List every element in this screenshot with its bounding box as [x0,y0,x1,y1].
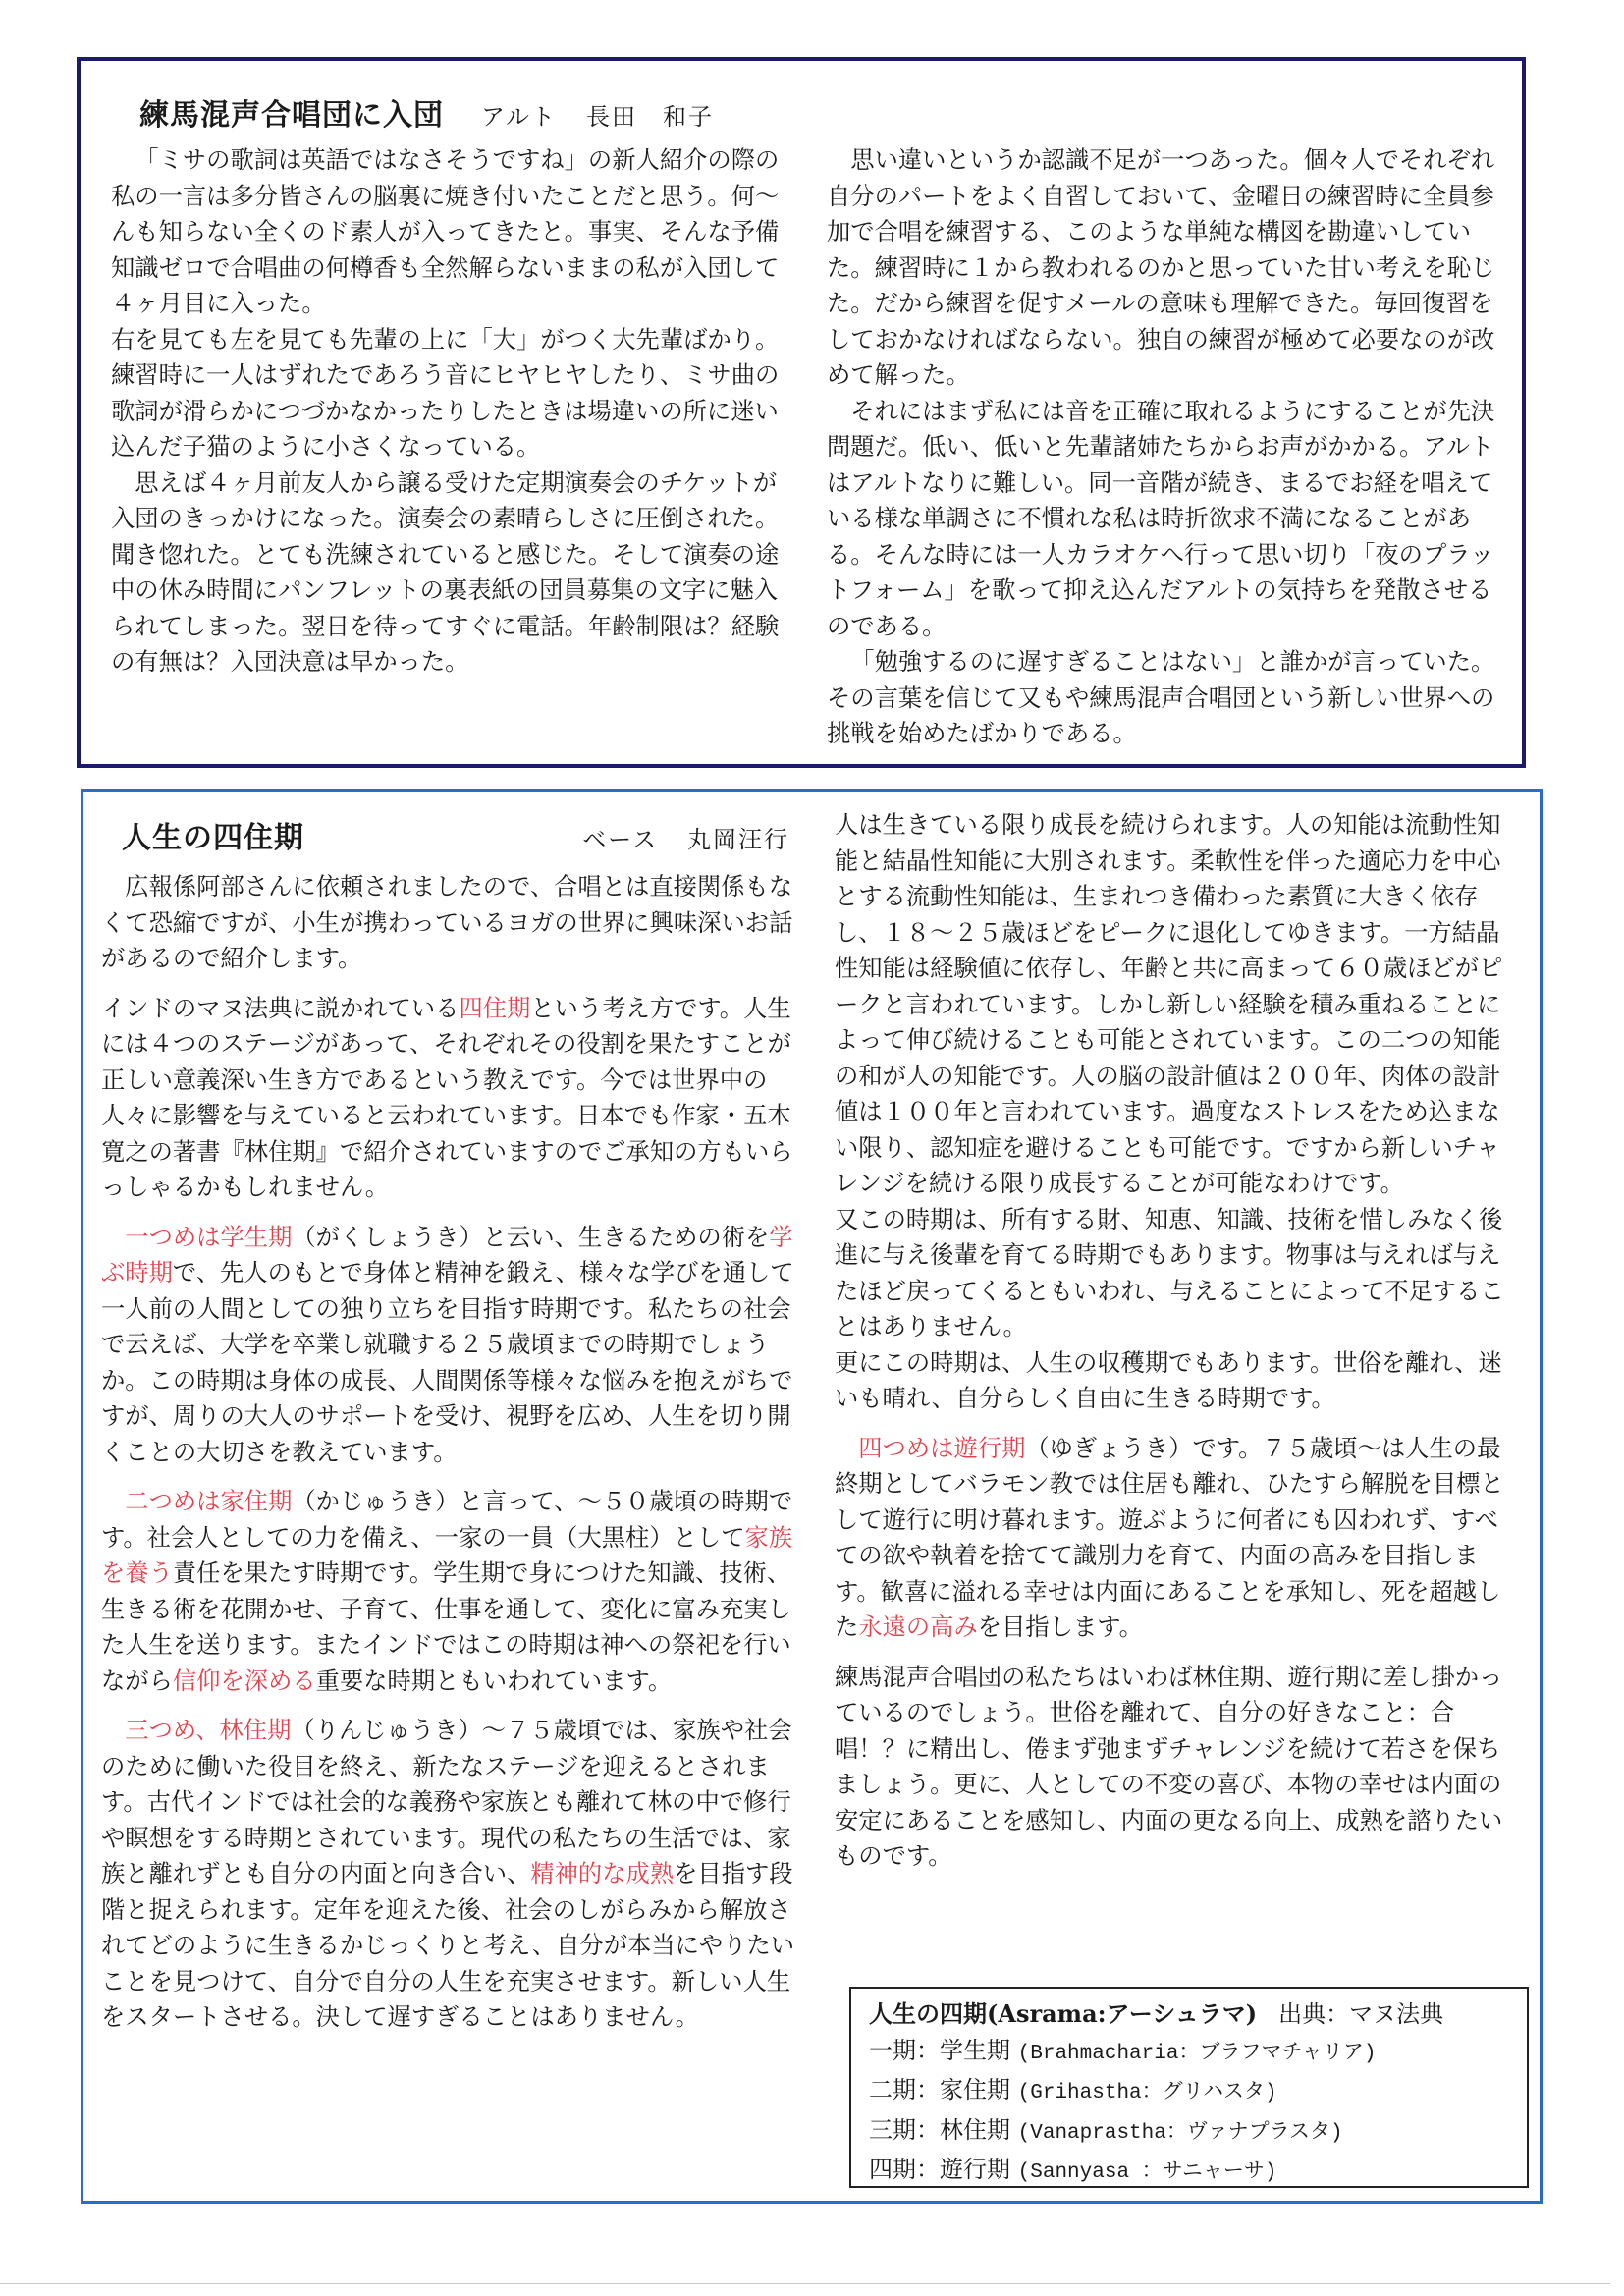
reference-title: 人生の四期(Asrama:アーシュラマ) [869,1999,1258,2028]
paragraph: 右を見ても左を見ても先輩の上に「大」がつく大先輩ばかり。練習時に一人はずれたであろう音にヒヤヒヤしたり、ミサ曲の歌詞が滑らかにつづかなかったりしたときは場違いの所に迷い込んだ子猫のように小さくなっている。 [111,324,780,461]
paragraph-stage-three [101,1713,800,2036]
paragraph-stage-one [101,1220,800,1471]
highlight: 一つめは [125,1222,221,1251]
article1-left-column [111,142,788,681]
text: インドのマヌ法典に説かれている [101,993,460,1022]
text: 責任を果たす時期です。学生期で身につけた知識、技術、生きる術を花開かせ、子育て、仕事を通して、変化に富み充実した人生を送ります。またインドではこの時期は神への祭祀を行いながら [101,1558,791,1695]
reference-row-detail: (Brahmacharia：ブラフマチャリア) [1017,2042,1377,2065]
text: を目指す段階と捉えられます。定年を迎えた後、社会のしがらみから解放されてどのように生きるかじっくりと考え、自分が本当にやりたいことを見つけて、自分で自分の人生を充実させます。新しい人生をスタートさせる。決して遅すぎることはありません。 [101,1859,795,2031]
reference-row [869,2033,1527,2073]
highlight: 信仰を深める [172,1666,316,1695]
paragraph: 更にこの時期は、人生の収穫期でもあります。世俗を離れ、迷いも晴れ、自分らしく自由に生きる時期です。 [835,1347,1502,1412]
paragraph: 思えば４ヶ月前友人から譲る受けた定期演奏会のチケットが入団のきっかけになった。演奏会の素晴らしさに圧倒された。聞き惚れた。とても洗練されていると感じた。そして演奏の途中の休み時間にパンフレットの裏表紙の団員募集の文字に魅入られてしまった。翌日を待ってすぐに電話。年齢制限は？経験の有無は？入団決意は早かった。 [111,467,780,676]
paragraph: 「ミサの歌詞は英語ではなさそうですね」の新人紹介の際の私の一言は多分皆さんの脳裏に焼き付いたことだと思う。何～んも知らない全くのド素人が入ってきたと。事実、そんな予備知識ゼロで合唱曲の何樽香も全然解らないままの私が入団して４ヶ月目に入った。 [111,145,780,317]
paragraph: 又この時期は、所有する財、知恵、知識、技術を惜しみなく後進に与え後輩を育てる時期でもあります。物事は与えれば与えたほど戻ってくるともいわれ、与えることによって不足することはありません。 [835,1204,1504,1340]
text: （りんじゅうき）～７５歳頃では、家族や社会のために働いた役目を終え、新たなステージを迎えるとされます。古代インドでは社会的な義務や家族とも離れて林の中で修行や瞑想をする時期とされています。現代の私たちの生活では、家族と離れずとも自分の内面と向き合い、 [101,1716,792,1887]
highlight: 林住期 [219,1716,292,1744]
reference-row [869,2112,1527,2153]
highlight: 学生期 [220,1222,293,1251]
highlight: 遊行期 [953,1433,1026,1462]
paragraph-stage-two [101,1484,800,1699]
text: （がくしょうき）と云い、生きるための術を [292,1222,770,1251]
reference-row [869,2072,1527,2112]
article2-author-name: 丸岡汪行 [687,826,789,853]
reference-table-four-stages [849,1987,1529,2188]
text: を目指します。 [977,1613,1143,1641]
article2-author-part: ベース [582,826,658,853]
reference-row-label: 一期：学生期 [869,2036,1010,2064]
paragraph-intro: 広報係阿部さんに依頼されましたので、合唱とは直接関係もなくて恐縮ですが、小生が携わっているヨガの世界に興味深いお話があるので紹介します。 [101,872,793,972]
reference-row-label: 四期：遊行期 [869,2156,1010,2183]
paragraph-four-stages [101,991,800,1206]
highlight: 学ぶ時期 [101,1222,793,1286]
reference-row-detail: (Grihastha：グリハスタ) [1017,2082,1277,2105]
text: （ゆぎょうき）です。７５歳頃～は人生の最終期としてバラモン教では住居も離れ、ひたすら解脱を目標として遊行に明け暮れます。遊ぶように何者にも囚われず、すべての欲や執着を捨てて識別力を育て、内面の高みを目指します。歓喜に溢れる幸せは内面にあることを承知し、死を超越した [835,1433,1504,1641]
highlight: 二つめは [125,1487,221,1515]
highlight: 三つめ、 [125,1716,220,1744]
paragraph-stage-four [835,1431,1512,1646]
highlight: 精神的な成熟 [530,1859,675,1887]
text: （かじゅうき）と言って、～５０歳頃の時期です。社会人としての力を備え、一家の一員（大黒柱）として [101,1487,793,1552]
highlight: 四住期 [459,993,531,1022]
article1-title: 練馬混声合唱団に入団 [139,98,444,133]
reference-header [869,1996,1527,2033]
reference-row [869,2152,1527,2192]
highlight: 家族を養う [101,1522,793,1587]
article2-right-column [835,807,1512,1875]
article1-header [139,90,714,134]
reference-row-detail: (Sannyasa ：サニャーサ) [1017,2161,1277,2184]
highlight: 家住期 [220,1487,293,1515]
paragraph: 人は生きている限り成長を続けられます。人の知能は流動性知能と結晶性知能に大別されます。柔軟性を伴った適応力を中心とする流動性知能は、生まれつき備わった素質に大きく依存し、１８～２５歳ほどをピークに退化してゆきます。一方結晶性知能は経験値に依存し、年齢と共に高まって６０歳ほどがピークと言われています。しかし新しい経験を積み重ねることによって伸び続けることも可能とされています。この二つの知能の和が人の知能です。人の脳の設計値は２００年、肉体の設計値は１００年と言われています。過度なストレスをため込まない限り、認知症を避けることも可能です。ですから新しいチャレンジを続ける限り成長することが可能なわけです。 [835,810,1503,1197]
highlight: 永遠の高み [858,1613,978,1641]
paragraph: 思い違いというか認識不足が一つあった。個々人でそれぞれ自分のパートをよく自習しておいて、金曜日の練習時に全員参加で合唱を練習する、このような単純な構図を勘違いしていた。練習時に１から教われるのかと思っていた甘い考えを恥じた。だから練習を促すメールの意味も理解できた。毎回復習をしておかなければならない。独自の練習が極めて必要なのが改めて解った。 [827,145,1495,389]
article2-left-column [101,869,800,2036]
paragraph: それにはまず私には音を正確に取れるようにすることが先決問題だ。低い、低いと先輩諸姉たちからお声がかかる。アルトはアルトなりに難しい。同一音階が続き、まるでお経を唱えている様な単調さに不慣れな私は時折欲求不満になることがある。そんな時には一人カラオケへ行って思い切り「夜のプラットフォーム」を歌って抑え込んだアルトの気持ちを発散させるのである。 [827,396,1495,640]
page-bottom-rule [0,2283,1610,2284]
paragraph-closing: 練馬混声合唱団の私たちはいわば林住期、遊行期に差し掛かっているのでしょう。世俗を離れて、自分の好きなこと：合唱！？に精出し、倦まず弛まずチャレンジを続けて若さを保ちましょう。更に、人としての不変の喜び、本物の幸せは内面の安定にあることを感知し、内面の更なる向上、成熟を諮りたいものです。 [835,1662,1503,1870]
text: 重要な時期ともいわれています。 [315,1666,673,1695]
reference-source: 出典：マヌ法典 [1278,2000,1444,2028]
reference-row-label: 三期：林住期 [869,2115,1010,2144]
article1-author-part: アルト [481,103,558,131]
reference-row-detail: (Vanaprastha：ヴァナプラスタ) [1017,2121,1343,2145]
article1-right-column [827,142,1504,752]
article2-header [122,813,789,856]
article1-author-name: 長田 和子 [586,103,715,131]
text: で、先人のもとで身体と精神を鍛え、様々な学びを通して一人前の人間としての独り立ちを目指す時期です。私たちの社会で云えば、大学を卒業し就職する２５歳頃までの時期でしょうか。この時期は身体の成長、人間関係等様々な悩みを抱えがちですが、周りの大人のサポートを受け、視野を広め、人生を切り開くことの大切さを教えています。 [101,1258,794,1466]
paragraph: 「勉強するのに遅すぎることはない」と誰かが言っていた。その言葉を信じて又もや練馬混声合唱団という新しい世界への挑戦を始めたばかりである。 [827,647,1495,747]
reference-row-label: 二期：家住期 [869,2076,1010,2104]
text: という考え方です。人生には４つのステージがあって、それぞれその役割を果たすことが正しい意義深い生き方であるという教えです。今では世界中の人々に影響を与えていると云われています。日本でも作家・五木寛之の著書『林住期』で紹介されていますのでご承知の方もいらっしゃるかもしれません。 [101,993,793,1201]
highlight: 四つめは [858,1433,954,1462]
article2-title: 人生の四住期 [122,821,304,855]
